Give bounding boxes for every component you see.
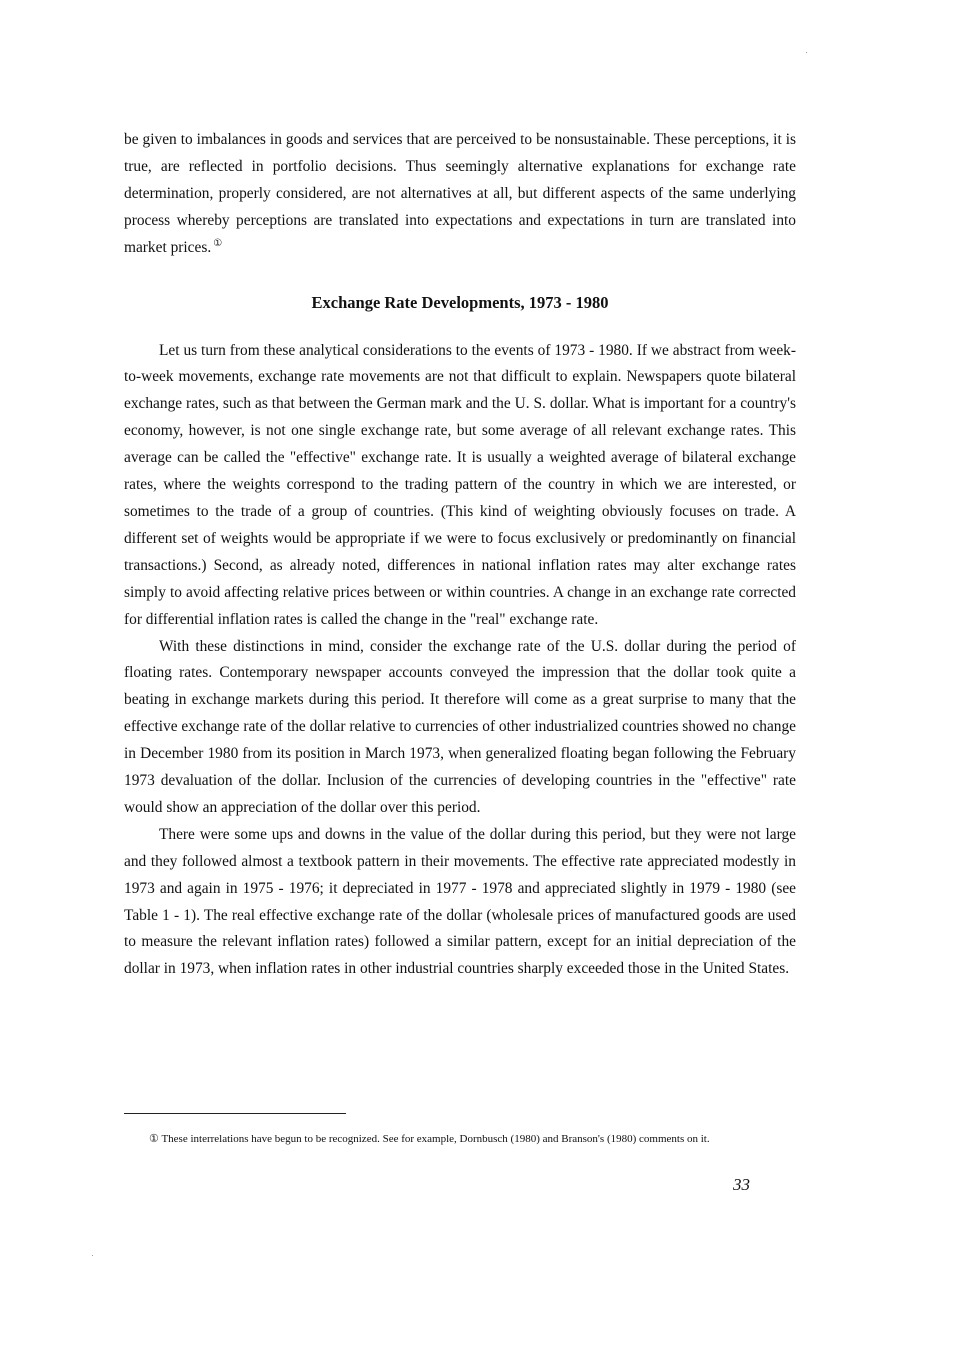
section-heading: Exchange Rate Developments, 1973 - 1980 [311, 292, 609, 312]
scan-speck [806, 52, 807, 53]
body-paragraph-1: Let us turn from these analytical considerations to the events of 1973 - 1980. If we abstract from week-to-week movements, exchange rate movements are not that difficult to explain. Newspapers quote bilateral exchange rates, such as that between the German mark and the U. S. dollar. What is important for a country's economy, however, is not one single exchange rate, but some average of all relevant exchange rates. This average can be called the "effective" exchange rate. It is usually a weighted average of bilateral exchange rates, where the weights correspond to the trading pattern of the country in which we are interested, or sometimes to the trade of a group of countries. (This kind of weighting obviously focuses on trade. A different set of weights would be appropriate if we were to focus exclusively or predominantly on financial transactions.) Second, as already noted, differences in national inflation rates may alter exchange rates simply to avoid affecting relative prices between or within countries. A change in an exchange rate corrected for differential inflation rates is called the change in the "real" exchange rate. [124, 341, 796, 628]
intro-paragraph-text: be given to imbalances in goods and services that are perceived to be nonsustainable. These perceptions, it is true, are reflected in portfolio decisions. Thus seemingly alternative explanations for exchange rate determination, properly considered, are not alternatives at all, but different aspects of the same underlying process whereby perceptions are translated into expectations and expectations in turn are translated into market prices. [124, 131, 796, 256]
page-body [124, 127, 796, 983]
intro-paragraph [124, 127, 796, 262]
footnote-text: These interrelations have begun to be recognized. See for example, Dornbusch (1980) and Branson's (1980) comments on it. [161, 1133, 710, 1145]
footnote-mark: ① [149, 1133, 159, 1145]
scan-speck [92, 1255, 93, 1256]
footnote [124, 1130, 796, 1148]
footnote-reference-mark: ① [213, 237, 223, 249]
footnote-divider [124, 1113, 346, 1114]
body-paragraph-3: There were some ups and downs in the value of the dollar during this period, but they were not large and they followed almost a textbook pattern in their movements. The effective rate appreciated modestly in 1973 and again in 1975 - 1976; it depreciated in 1977 - 1978 and appreciated slightly in 1979 - 1980 (see Table 1 - 1). The real effective exchange rate of the dollar (wholesale prices of manufactured goods are used to measure the relevant inflation rates) followed a similar pattern, except for an initial depreciation of the dollar in 1973, when inflation rates in other industrial countries sharply exceeded those in the United States. [124, 825, 796, 978]
body-paragraph-2: With these distinctions in mind, consider the exchange rate of the U.S. dollar during the period of floating rates. Contemporary newspaper accounts conveyed the impression that the dollar took quite a beating in exchange markets during this period. It therefore will come as a great surprise to many that the effective exchange rate of the dollar relative to currencies of other industrialized countries showed no change in December 1980 from its position in March 1973, when generalized floating began following the February 1973 devaluation of the dollar. Inclusion of the currencies of developing countries in the "effective" rate would show an appreciation of the dollar over this period. [124, 637, 796, 816]
page-number: 33 [733, 1175, 750, 1194]
